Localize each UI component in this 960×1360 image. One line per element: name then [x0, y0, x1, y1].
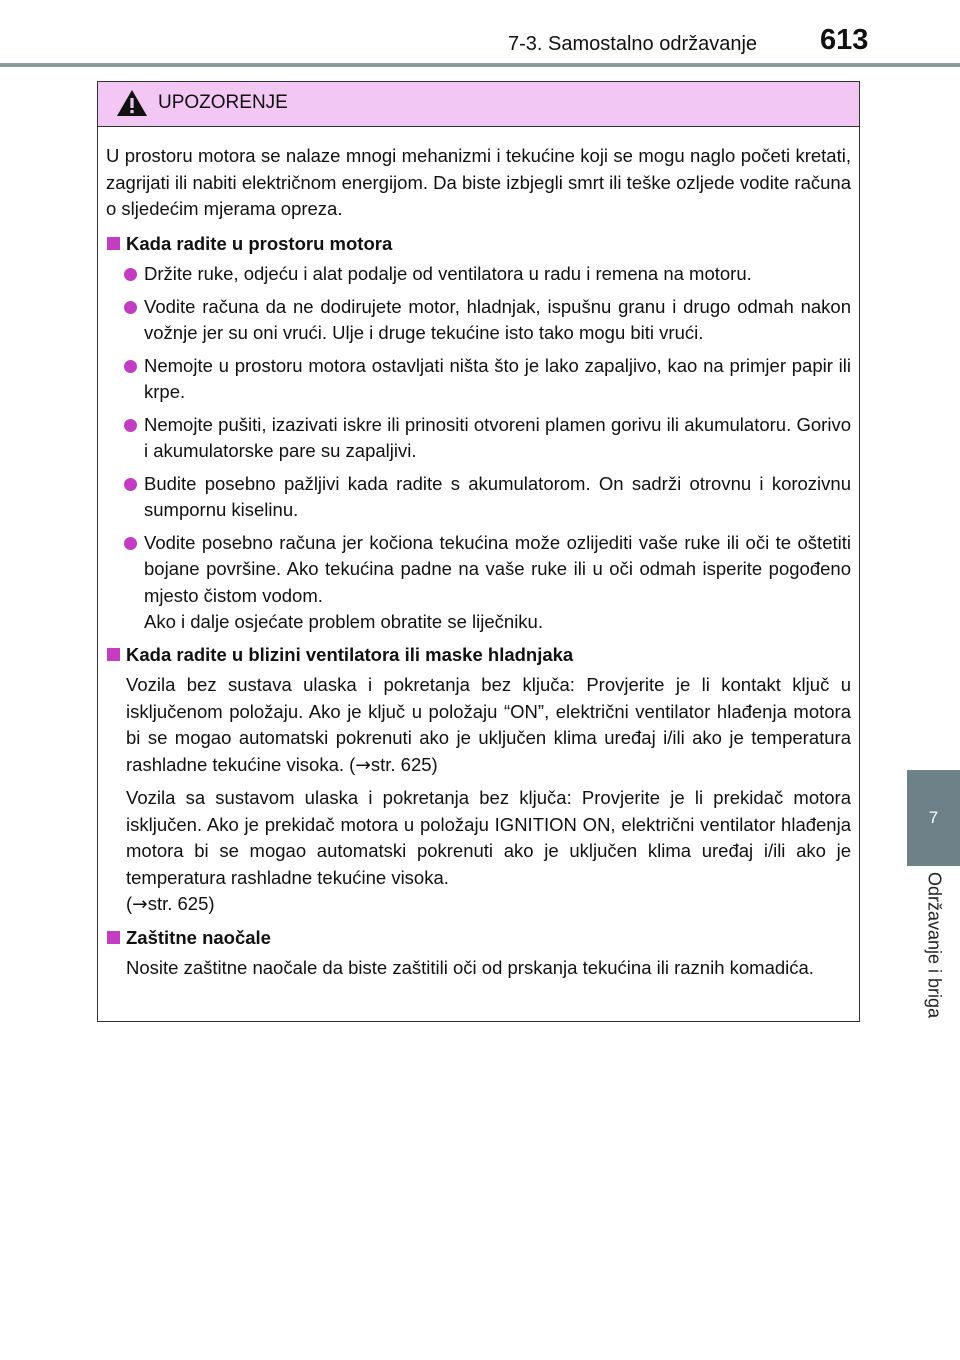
warning-box — [97, 81, 860, 1022]
list-item — [106, 530, 851, 636]
section-heading-text: Kada radite u prostoru motora — [126, 232, 393, 254]
paragraph-goggles: Nosite zaštitne naočale da biste zaštitili oči od prskanja tekućina ili raznih komadića. — [126, 957, 814, 978]
chapter-number: 7 — [928, 808, 939, 827]
warning-title: UPOZORENJE — [158, 92, 288, 113]
page-reference-link[interactable]: str. 625) — [370, 753, 438, 775]
header-divider — [0, 63, 960, 67]
warning-intro: U prostoru motora se nalaze mnogi mehanizmi i tekućine koji se mogu naglo početi kretati, zagrijati ili nabiti električnom energijom. Da biste izbjegli smrt ili teške ozljede vodite računa o sljedećim mjerama opreza. — [106, 145, 851, 219]
list-item — [106, 471, 851, 524]
list-item-text: Vodite računa da ne dodirujete motor, hladnjak, ispušnu granu i drugo odmah nakon vožnje jer su oni vrući. Ulje i druge tekućine isto tako mogu biti vrući. — [144, 295, 851, 343]
section-heading-text: Zaštitne naočale — [126, 926, 271, 948]
round-bullet-icon — [124, 537, 137, 550]
warning-triangle-icon — [116, 88, 148, 118]
section-heading-goggles — [106, 925, 851, 952]
list-item — [106, 412, 851, 465]
section-heading-engine-area — [106, 231, 851, 258]
round-bullet-icon — [124, 301, 137, 314]
section-heading-fan — [106, 642, 851, 669]
chapter-label-container — [907, 872, 960, 1052]
page-reference-link[interactable]: str. 625) — [147, 893, 215, 914]
arrow-right-icon: → — [132, 894, 148, 915]
square-bullet-icon — [107, 648, 120, 661]
paragraph-no-smart-key: Vozila bez sustava ulaska i pokretanja bez ključa: Provjerite je li kontakt ključ u isključenom položaju. Ako je ključ u položaju “ON”, električni ventilator hlađenja motora bi se mogao automatski pokrenuti ako je uključen klima uređaj i/ili ako je temperatura rashladne tekućine visoka. (→str. 625) — [126, 674, 851, 776]
list-item-text: Vodite posebno računa jer kočiona tekućina može ozlijediti vaše ruke ili oči te oštetiti bojane površine. Ako tekućina padne na vaše ruke ili u oči odmah isperite pogođeno mjesto čistom vodom. — [144, 531, 851, 606]
list-item-text: Budite posebno pažljivi kada radite s akumulatorom. On sadrži otrovnu i korozivnu sumpornu kiselinu. — [144, 472, 851, 520]
chapter-label: Održavanje i briga — [924, 872, 944, 1019]
list-item-text: Nemojte u prostoru motora ostavljati ništa što je lako zapaljivo, kao na primjer papir ili krpe. — [144, 354, 851, 402]
list-item-text: Držite ruke, odjeću i alat podalje od ventilatora u radu i remena na motoru. — [144, 263, 752, 284]
section-title: 7-3. Samostalno održavanje — [508, 33, 758, 55]
square-bullet-icon — [107, 237, 120, 250]
square-bullet-icon — [107, 931, 120, 944]
list-item — [106, 294, 851, 347]
list-item-text: Nemojte pušiti, izazivati iskre ili prinositi otvoreni plamen gorivu ili akumulatoru. Gorivo i akumulatorske pare su zapaljivi. — [144, 413, 851, 461]
page-number: 613 — [820, 24, 869, 56]
paragraph-smart-key: Vozila sa sustavom ulaska i pokretanja bez ključa: Provjerite je li prekidač motora isključen. Ako je prekidač motora u položaju IGNITION ON, električni ventilator hlađenja motora bi se mogao automatski pokrenuti ako je uključen klima uređaj i/ili ako je temperatura rashladne tekućine visoka. (→str. 625) — [126, 787, 851, 915]
round-bullet-icon — [124, 268, 137, 281]
chapter-tab[interactable] — [907, 770, 960, 866]
section-heading-text: Kada radite u blizini ventilatora ili maske hladnjaka — [126, 643, 574, 665]
warning-header — [98, 82, 859, 127]
list-item — [106, 353, 851, 406]
list-item-extra-text: Ako i dalje osjećate problem obratite se liječniku. — [144, 611, 543, 632]
warning-body — [98, 127, 859, 982]
round-bullet-icon — [124, 478, 137, 491]
round-bullet-icon — [124, 360, 137, 373]
list-item — [106, 261, 851, 288]
arrow-right-icon: → — [355, 754, 371, 776]
round-bullet-icon — [124, 419, 137, 432]
